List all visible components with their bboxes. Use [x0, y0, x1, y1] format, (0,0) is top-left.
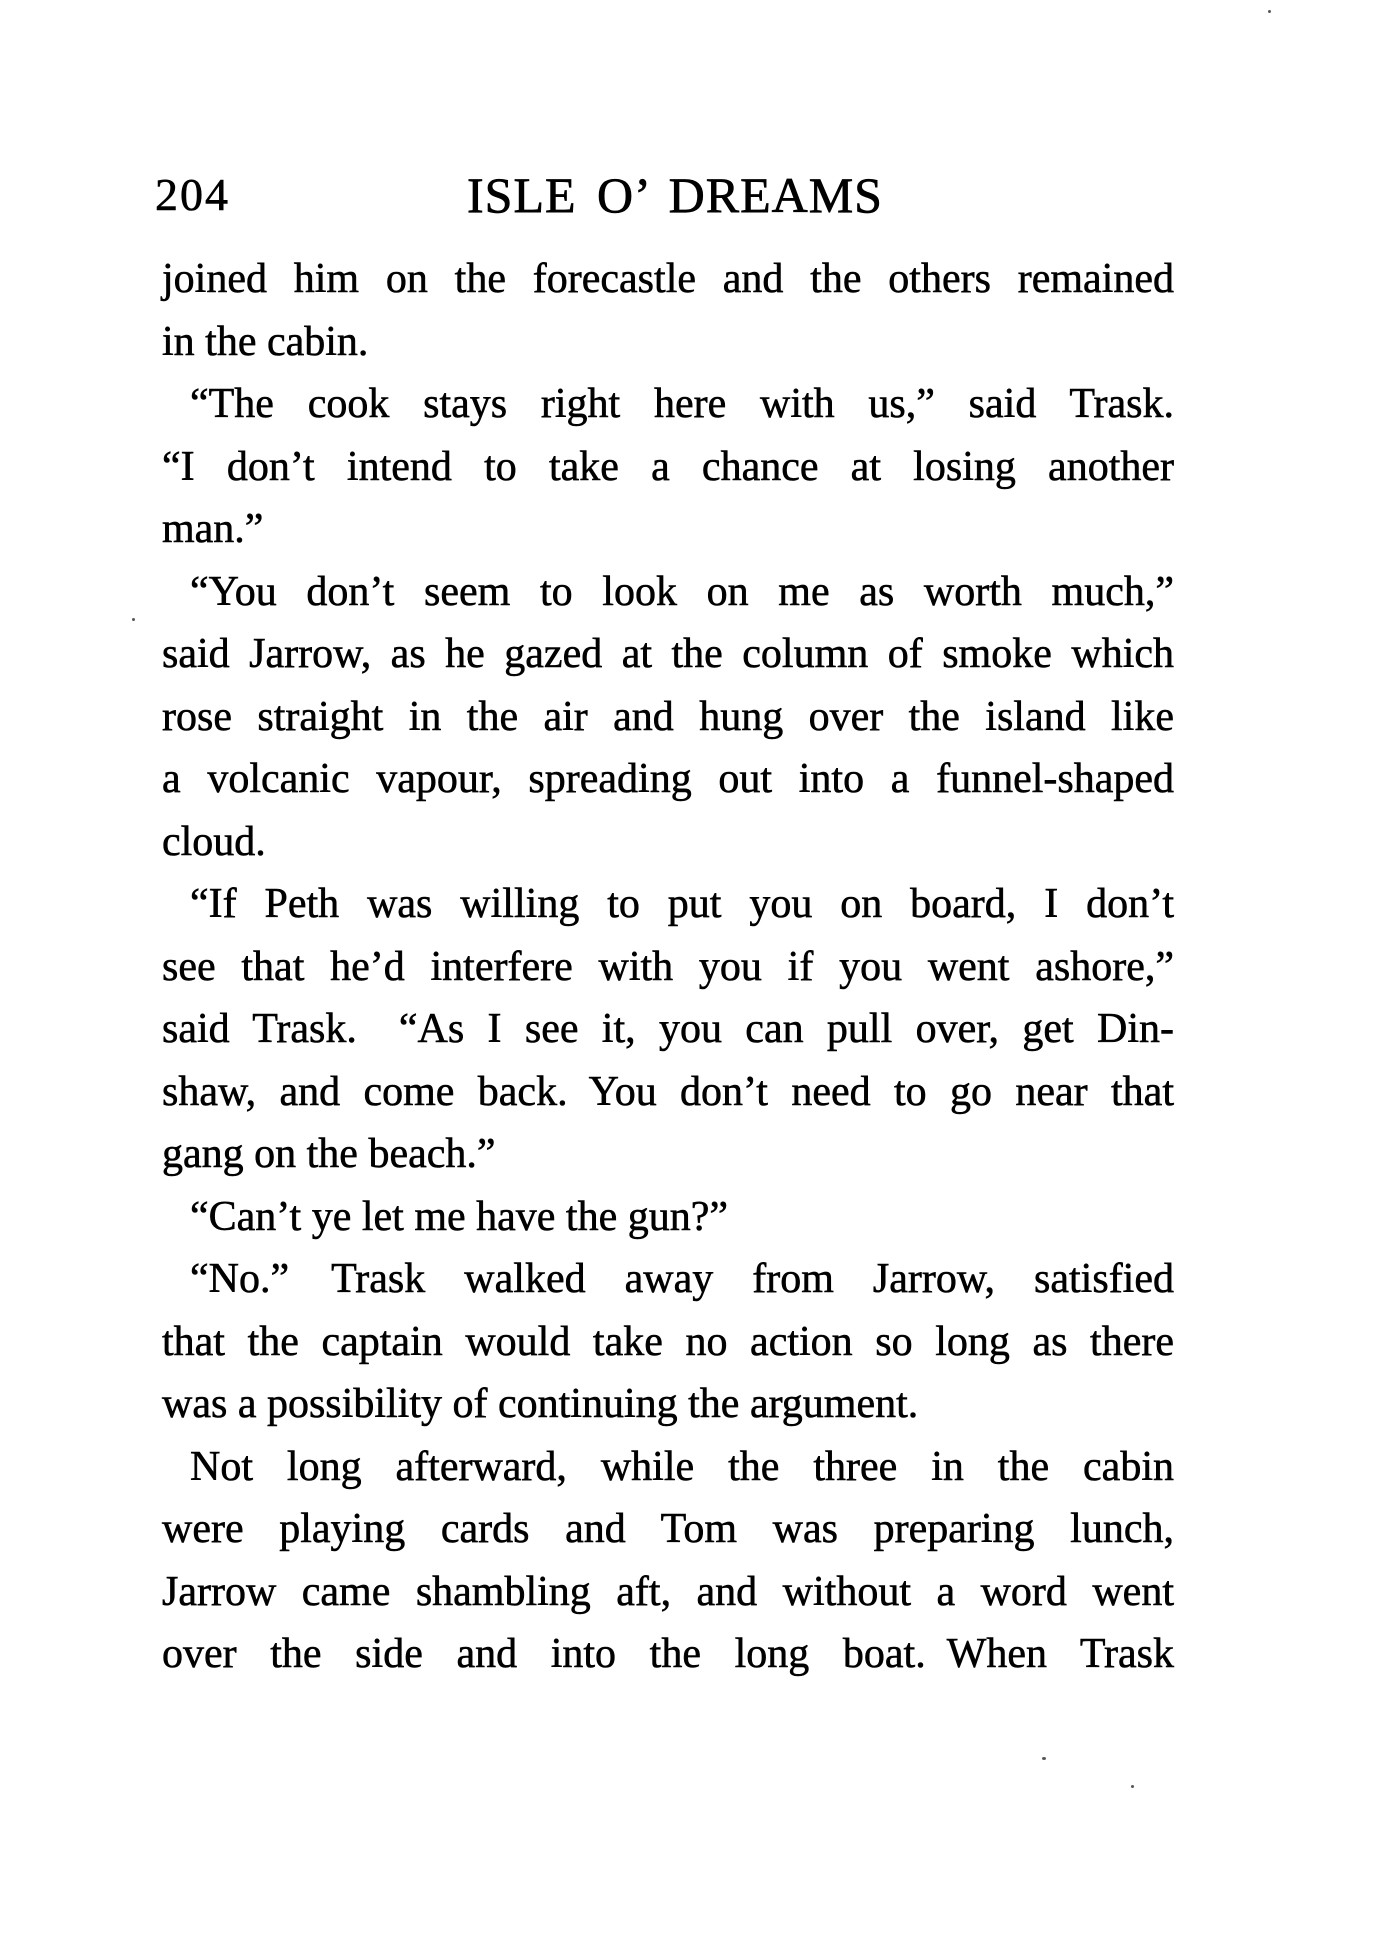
dust-speck	[1042, 1757, 1046, 1760]
body-text-block	[162, 248, 1174, 1686]
text-line: joined him on the forecastle and the others remained	[162, 256, 1174, 302]
text-line: said Jarrow, as he gazed at the column of smoke which	[162, 631, 1174, 677]
dust-speck	[1268, 10, 1271, 13]
text-line: see that he’d interfere with you if you went ashore,”	[162, 943, 1174, 990]
text-line: man.”	[162, 506, 264, 552]
text-line: in the cabin.	[162, 318, 369, 365]
text-line: gang on the beach.”	[162, 1131, 496, 1177]
text-line: was a possibility of continuing the argument.	[162, 1381, 919, 1427]
running-head-title: ISLE O’ DREAMS	[467, 167, 883, 223]
text-line: “The cook stays right here with us,” said Trask.	[190, 381, 1174, 427]
text-line: that the captain would take no action so long as there	[162, 1318, 1174, 1365]
text-line: “If Peth was willing to put you on board, I don’t	[190, 881, 1174, 927]
text-line: “Can’t ye let me have the gun?”	[190, 1193, 729, 1240]
text-line: cloud.	[162, 818, 266, 865]
text-line: “No.” Trask walked away from Jarrow, satisfied	[190, 1256, 1174, 1302]
text-line: a volcanic vapour, spreading out into a funnel-shaped	[162, 756, 1174, 802]
page-number: 204	[155, 169, 230, 220]
text-line: shaw, and come back. You don’t need to go near that	[162, 1068, 1174, 1115]
dust-speck	[132, 618, 135, 621]
text-line: Not long afterward, while the three in the cabin	[190, 1443, 1174, 1490]
text-line: were playing cards and Tom was preparing lunch,	[162, 1506, 1174, 1552]
text-line: said Trask. “As I see it, you can pull over, get Din-	[162, 1006, 1174, 1052]
text-line: “I don’t intend to take a chance at losing another	[162, 443, 1174, 490]
text-line: over the side and into the long boat. When Trask	[162, 1631, 1174, 1677]
text-line: rose straight in the air and hung over the island like	[162, 693, 1174, 740]
dust-speck	[1131, 1785, 1134, 1788]
text-line: “You don’t seem to look on me as worth much,”	[190, 568, 1174, 615]
text-line: Jarrow came shambling aft, and without a word went	[162, 1568, 1174, 1615]
